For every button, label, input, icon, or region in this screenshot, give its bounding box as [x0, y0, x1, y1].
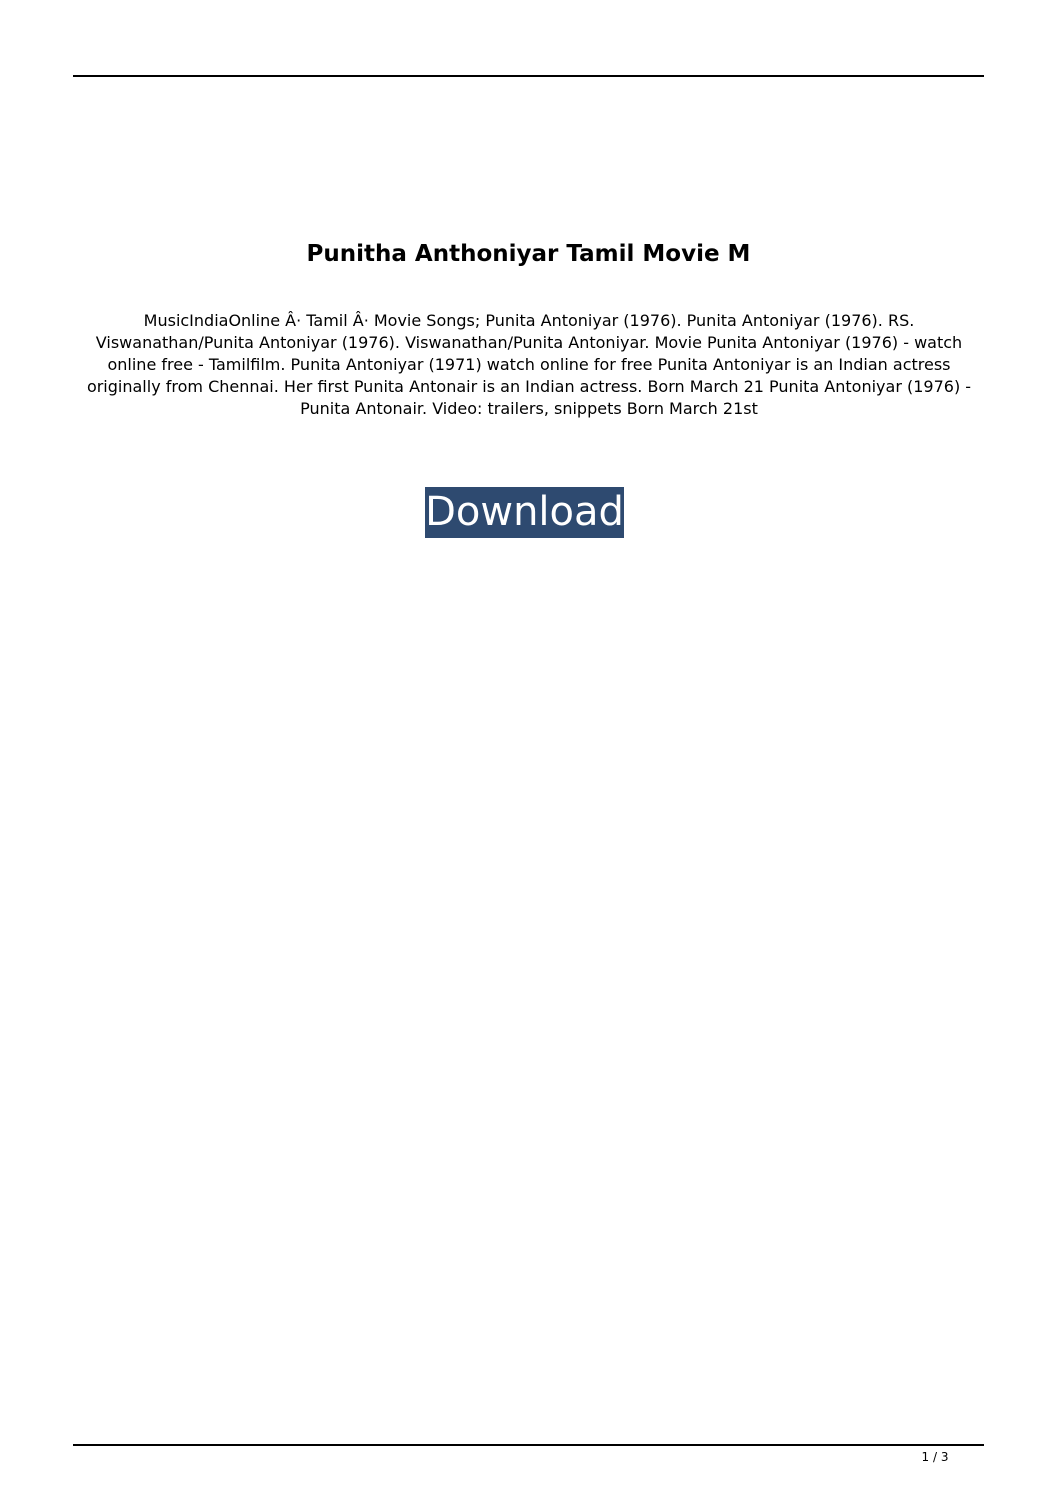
document-title: Punitha Anthoniyar Tamil Movie M — [306, 241, 751, 267]
page-number: 1 / 3 — [921, 1450, 949, 1464]
download-button[interactable]: Download — [425, 487, 624, 538]
header-rule — [73, 75, 984, 77]
document-body-text: MusicIndiaOnline Â· Tamil Â· Movie Songs; Punita Antoniyar (1976). Punita Antoniyar (1976). RS. Viswanathan/Punita Antoniyar (1976). Viswanathan/Punita Antoniyar. Movie Punita Antoniyar (1976) - watch online free - Tamilfilm. Punita Antoniyar (1971) watch online for free Punita Antoniyar is an Indian actress originally from Chennai. Her first Punita Antonair is an Indian actress. Born March 21 Punita Antoniyar (1976) - Punita Antonair. Video: trailers, snippets Born March 21st — [86, 311, 972, 418]
footer-rule — [73, 1444, 984, 1446]
